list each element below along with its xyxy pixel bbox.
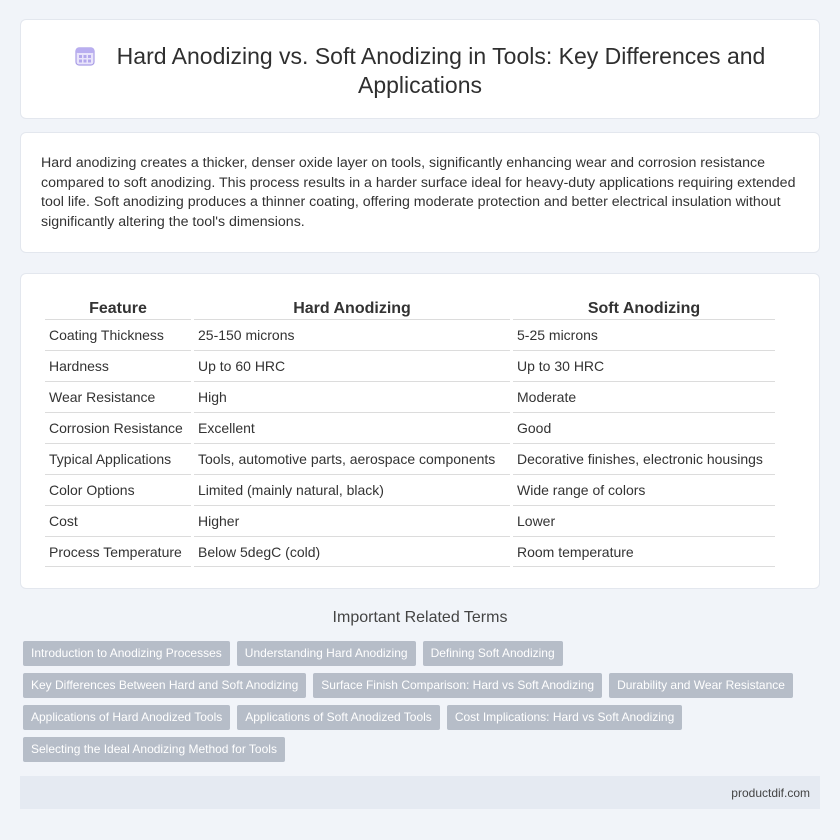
- related-terms-heading: Important Related Terms: [332, 609, 508, 626]
- table-row: [45, 381, 775, 412]
- table-cell: High: [194, 381, 510, 412]
- related-term-tag[interactable]: Durability and Wear Resistance: [609, 673, 793, 698]
- footer-bar: [20, 776, 820, 809]
- table-cell: Room temperature: [513, 536, 775, 567]
- related-term-tag[interactable]: Key Differences Between Hard and Soft Anodizing: [23, 673, 306, 698]
- table-cell: Process Temperature: [45, 536, 191, 567]
- table-row: [45, 443, 775, 474]
- footer-site-link[interactable]: productdif.com: [731, 786, 810, 800]
- calendar-icon: [75, 46, 95, 66]
- related-term-tag[interactable]: Applications of Hard Anodized Tools: [23, 705, 230, 730]
- related-term-tag[interactable]: Introduction to Anodizing Processes: [23, 641, 230, 666]
- table-header-row: [45, 294, 775, 319]
- table-cell: 5-25 microns: [513, 319, 775, 350]
- summary-paragraph: Hard anodizing creates a thicker, denser oxide layer on tools, significantly enhancing wear and corrosion resistance compared to soft anodizing. This process results in a harder surface ideal for heavy-duty applications requiring extended tool life. Soft anodizing produces a thinner coating, offering moderate protection and better electrical insulation without significantly altering the tool's dimensions.: [41, 155, 796, 230]
- related-term-tag[interactable]: Cost Implications: Hard vs Soft Anodizing: [447, 705, 682, 730]
- related-term-tag[interactable]: Defining Soft Anodizing: [423, 641, 563, 666]
- table-cell: Moderate: [513, 381, 775, 412]
- column-header-soft-anodizing: Soft Anodizing: [587, 299, 701, 317]
- table-row: [45, 350, 775, 381]
- related-term-tag[interactable]: Selecting the Ideal Anodizing Method for Tools: [23, 737, 285, 762]
- related-term-tag[interactable]: Surface Finish Comparison: Hard vs Soft Anodizing: [313, 673, 602, 698]
- table-row: [45, 474, 775, 505]
- comparison-table: [42, 294, 778, 567]
- related-term-tag[interactable]: Applications of Soft Anodized Tools: [237, 705, 440, 730]
- related-terms-list: [23, 641, 813, 769]
- table-cell: Cost: [45, 505, 191, 536]
- table-cell: Limited (mainly natural, black): [194, 474, 510, 505]
- table-cell: Higher: [194, 505, 510, 536]
- comparison-table-card: [20, 273, 820, 589]
- table-cell: Wear Resistance: [45, 381, 191, 412]
- title-card: [20, 19, 820, 119]
- column-header-hard-anodizing: Hard Anodizing: [293, 299, 411, 317]
- page-title: Hard Anodizing vs. Soft Anodizing in Tools: Key Differences and Applications: [116, 43, 766, 98]
- page-title-wrap: [61, 42, 779, 100]
- summary-card: [20, 132, 820, 253]
- table-cell: Wide range of colors: [513, 474, 775, 505]
- column-header-feature: Feature: [89, 299, 147, 317]
- table-row: [45, 319, 775, 350]
- table-cell: Excellent: [194, 412, 510, 443]
- table-cell: Typical Applications: [45, 443, 191, 474]
- table-cell: Tools, automotive parts, aerospace components: [194, 443, 510, 474]
- table-cell: Up to 30 HRC: [513, 350, 775, 381]
- related-term-tag[interactable]: Understanding Hard Anodizing: [237, 641, 416, 666]
- table-cell: Coating Thickness: [45, 319, 191, 350]
- table-row: [45, 536, 775, 567]
- table-cell: Below 5degC (cold): [194, 536, 510, 567]
- table-cell: Lower: [513, 505, 775, 536]
- table-row: [45, 505, 775, 536]
- table-cell: 25-150 microns: [194, 319, 510, 350]
- table-cell: Hardness: [45, 350, 191, 381]
- table-cell: Up to 60 HRC: [194, 350, 510, 381]
- table-cell: Decorative finishes, electronic housings: [513, 443, 775, 474]
- table-cell: Color Options: [45, 474, 191, 505]
- table-row: [45, 412, 775, 443]
- table-cell: Corrosion Resistance: [45, 412, 191, 443]
- table-cell: Good: [513, 412, 775, 443]
